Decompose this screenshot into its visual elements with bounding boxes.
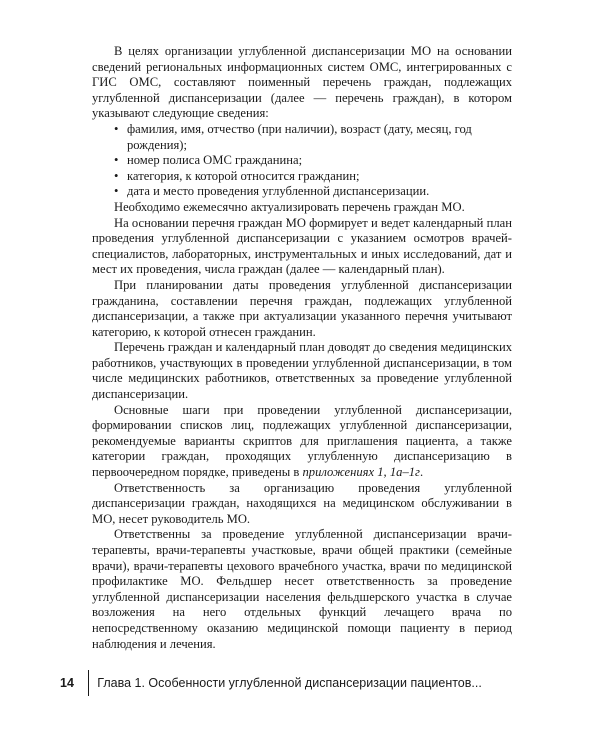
chapter-title: Глава 1. Особенности углубленной диспансеризации пациентов... — [97, 676, 482, 690]
page-body — [92, 44, 512, 652]
appendix-reference: приложениях 1, 1а–1г — [302, 465, 420, 480]
list-item: • дата и место проведения углубленной диспансеризации. — [114, 184, 512, 200]
paragraph-1: В целях организации углубленной диспансеризации МО на основании сведений региональных информационных систем ОМС, интегрированных с ГИС ОМС, составляют поименный перечень граждан, подлежащих углубленной диспансеризации (далее — перечень граждан), в котором указывают следующие сведения: — [92, 44, 512, 121]
paragraph-5: Перечень граждан и календарный план доводят до сведения медицинских работников, участвующих в проведении углубленной диспансеризации, в том числе медицинских работников, ответственных за проведение углубленной диспансеризации. — [92, 340, 512, 402]
paragraph-6 — [92, 403, 512, 481]
paragraph-3: На основании перечня граждан МО формирует и ведет календарный план проведения углубленной диспансеризации с указанием осмотров врачей-специалистов, лабораторных, инструментальных и иных исследований, дат и мест их проведения, числа граждан (далее — календарный план). — [92, 215, 512, 277]
footer-divider — [88, 670, 89, 696]
paragraph-7: Ответственность за организацию проведения углубленной диспансеризации граждан, находящихся на медицинском обслуживании в МО, несет руководитель МО. — [92, 480, 512, 526]
info-list — [92, 122, 512, 200]
page-number: 14 — [60, 676, 74, 690]
page-footer — [60, 672, 482, 694]
list-item: • номер полиса ОМС гражданина; — [114, 153, 512, 169]
paragraph-8: Ответственны за проведение углубленной диспансеризации врачи-терапевты, врачи-терапевты участковые, врачи общей практики (семейные врачи), врачи-терапевты цехового врачебного участка, врачи по медицинской профилактике МО. Фельдшер несет ответственность за проведение углубленной диспансеризации населения фельдшерского участка в случае возложения на него отдельных функций лечащего врача по непосредственному оказанию медицинской помощи пациенту в период наблюдения и лечения. — [92, 527, 512, 651]
list-item: • фамилия, имя, отчество (при наличии), возраст (дату, месяц, год рождения); — [114, 122, 512, 153]
paragraph-6-end: . — [419, 465, 424, 480]
paragraph-6-text: Основные шаги при проведении углубленной диспансеризации, формировании списков лиц, подлежащих углубленной диспансеризации, рекомендуемые варианты скриптов для приглашения пациента, а также категории граждан, проходящих углубленную диспансеризацию в первоочередном порядке, приведены в — [92, 402, 512, 480]
list-item: • категория, к которой относится гражданин; — [114, 169, 512, 185]
paragraph-2: Необходимо ежемесячно актуализировать перечень граждан МО. — [114, 199, 465, 214]
paragraph-4: При планировании даты проведения углубленной диспансеризации гражданина, составлении перечня граждан, подлежащих углубленной диспансеризации, а также при актуализации указанного перечня учитывают категорию, к которой отнесен гражданин. — [92, 277, 512, 339]
